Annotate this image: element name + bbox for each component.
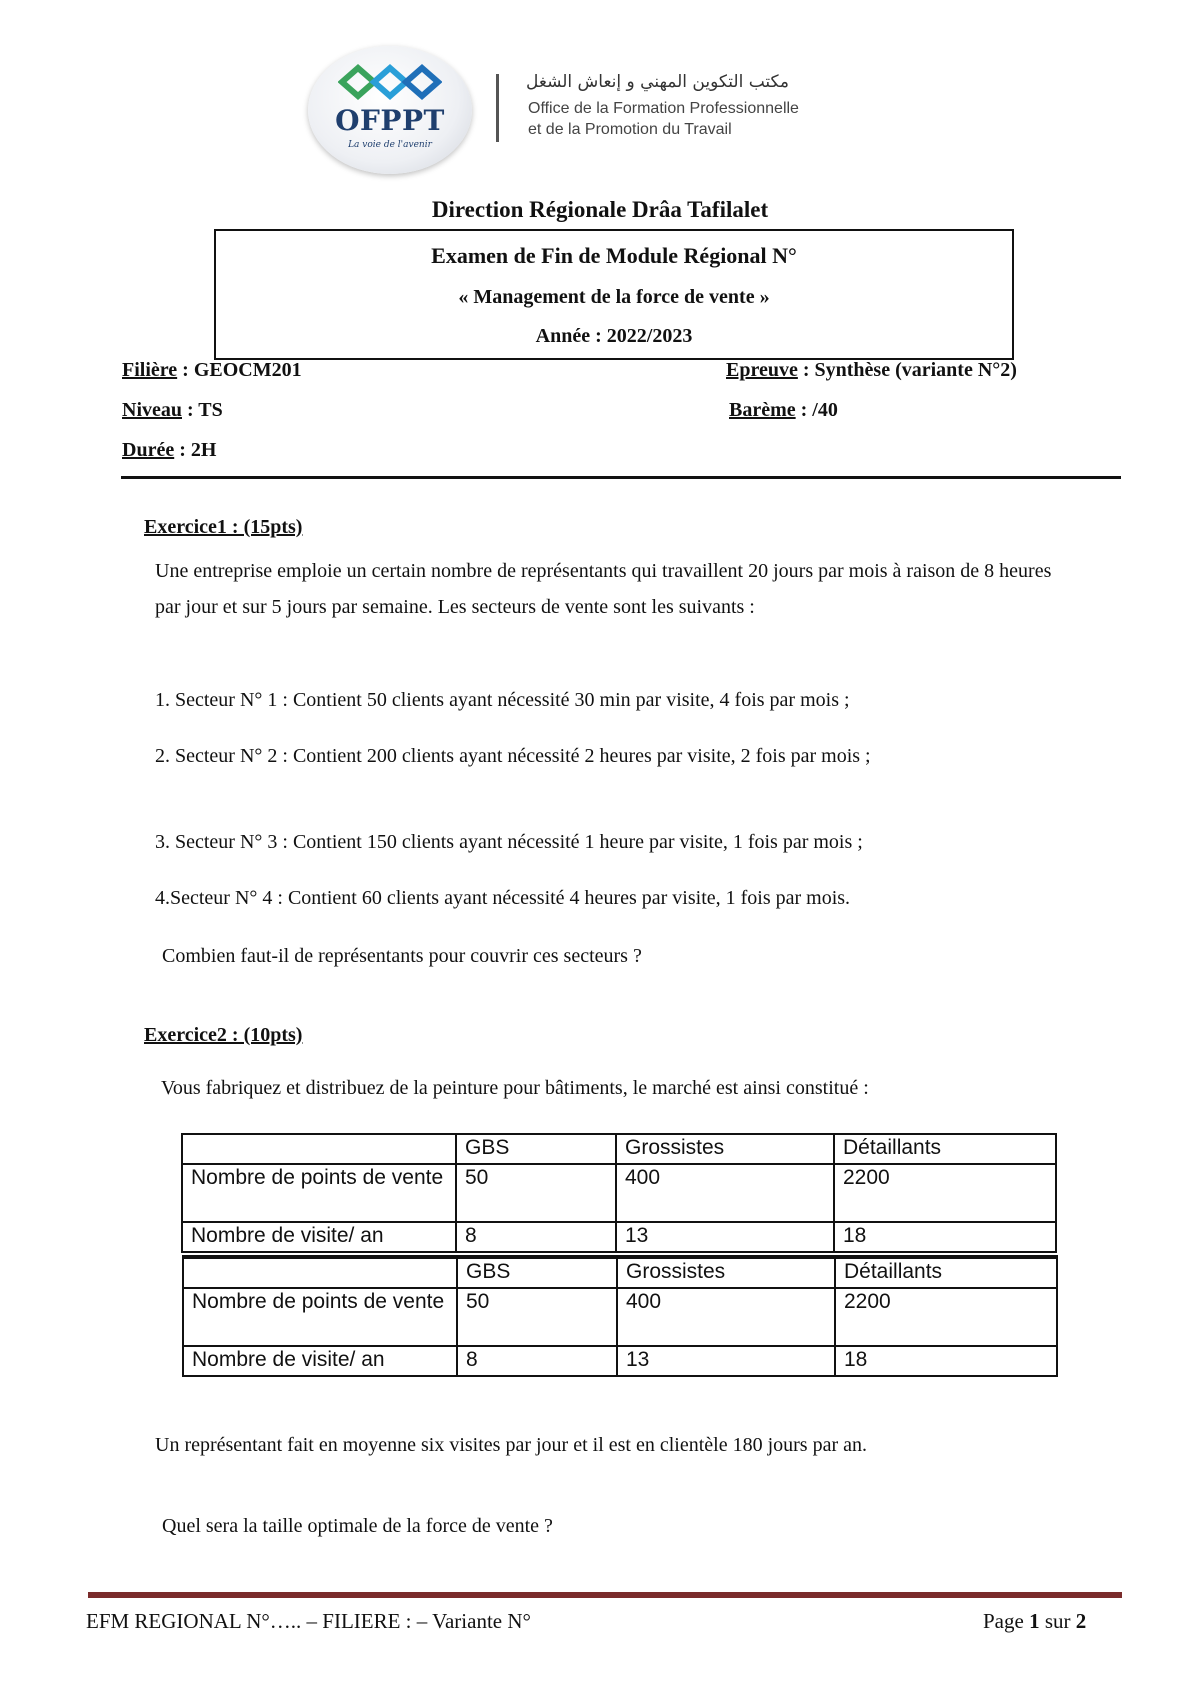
exercice2-question: Quel sera la taille optimale de la force de vente ? — [162, 1515, 553, 1537]
meta-bareme-value: : /40 — [795, 399, 838, 421]
org-name-line1: Office de la Formation Professionnelle — [528, 100, 799, 117]
meta-epreuve-label: Epreuve — [726, 359, 798, 381]
table-cell: 2200 — [835, 1288, 1057, 1346]
page-mid: sur — [1039, 1609, 1076, 1633]
meta-niveau-label: Niveau — [122, 399, 182, 421]
market-table-2 — [182, 1255, 1058, 1377]
table-header-cell: Détaillants — [835, 1257, 1057, 1288]
page-prefix: Page — [983, 1609, 1030, 1633]
org-name-arabic: مكتب التكوين المهني و إنعاش الشغل — [526, 72, 790, 92]
table-header-cell: Détaillants — [834, 1134, 1056, 1164]
meta-niveau-value: : TS — [182, 399, 223, 421]
table-cell: 18 — [834, 1222, 1056, 1252]
table-cell: 8 — [456, 1222, 616, 1252]
table-row — [183, 1288, 1057, 1346]
table-row — [183, 1346, 1057, 1376]
exam-year: Année : 2022/2023 — [535, 325, 693, 347]
logo-tagline: La voie de l'avenir — [348, 140, 432, 150]
exercice1-question: Combien faut-il de représentants pour couvrir ces secteurs ? — [162, 945, 642, 967]
meta-filiere-value: : GEOCM201 — [177, 359, 302, 381]
table-cell: 400 — [616, 1164, 834, 1222]
table-cell: 13 — [616, 1222, 834, 1252]
meta-epreuve — [726, 359, 1017, 382]
exam-title: Examen de Fin de Module Régional N° — [431, 243, 797, 268]
exercice2-title: Exercice2 : (10pts) — [144, 1024, 303, 1046]
table-header-cell: GBS — [456, 1134, 616, 1164]
table-header-cell — [183, 1257, 457, 1288]
exercice2-paragraph: Un représentant fait en moyenne six visites par jour et il est en clientèle 180 jours par an. — [155, 1434, 868, 1456]
table-cell: Nombre de points de vente — [183, 1288, 457, 1346]
meta-duree — [122, 439, 216, 462]
exercice1-intro: Une entreprise emploie un certain nombre de représentants qui travaillent 20 jours par mois à raison de 8 heures par jour et sur 5 jours par semaine. Les secteurs de vente sont les suivants : — [155, 560, 1052, 618]
page-indicator — [983, 1609, 1086, 1634]
sector-item-3: 3. Secteur N° 3 : Contient 150 clients ayant nécessité 1 heure par visite, 1 fois par mois ; — [155, 831, 863, 853]
table-cell: Nombre de points de vente — [182, 1164, 456, 1222]
market-table-1 — [181, 1133, 1057, 1253]
header-divider — [121, 476, 1121, 479]
meta-filiere — [122, 359, 302, 382]
table-header-cell: Grossistes — [617, 1257, 835, 1288]
org-name-line2: et de la Promotion du Travail — [528, 121, 732, 138]
table-header-cell — [182, 1134, 456, 1164]
table-cell: 400 — [617, 1288, 835, 1346]
exercice1-title: Exercice1 : (15pts) — [144, 516, 303, 538]
footer-divider — [88, 1592, 1122, 1598]
table-header-row — [182, 1134, 1056, 1164]
sector-item-4: 4.Secteur N° 4 : Contient 60 clients ayant nécessité 4 heures par visite, 1 fois par mois. — [155, 887, 851, 909]
meta-duree-value: : 2H — [174, 439, 217, 461]
table-row — [182, 1222, 1056, 1252]
meta-epreuve-value: : Synthèse (variante N°2) — [797, 359, 1017, 381]
page-total: 2 — [1075, 1609, 1087, 1633]
table-cell: Nombre de visite/ an — [183, 1346, 457, 1376]
exercice2-intro: Vous fabriquez et distribuez de la peinture pour bâtiments, le marché est ainsi constitué : — [161, 1077, 869, 1099]
sector-item-2: 2. Secteur N° 2 : Contient 200 clients ayant nécessité 2 heures par visite, 2 fois par mois ; — [155, 745, 871, 767]
footer-left-text: EFM REGIONAL N°….. – FILIERE : – Variante N° — [86, 1609, 531, 1633]
meta-duree-label: Durée — [122, 439, 175, 461]
meta-filiere-label: Filière — [122, 359, 178, 381]
table-row — [182, 1164, 1056, 1222]
table-cell: 18 — [835, 1346, 1057, 1376]
direction-title: Direction Régionale Drâa Tafilalet — [431, 197, 769, 222]
meta-bareme — [729, 399, 838, 422]
exam-title-box — [214, 229, 1014, 360]
table-header-row — [183, 1257, 1057, 1288]
exam-subject: « Management de la force de vente » — [458, 286, 770, 308]
table-cell: 8 — [457, 1346, 617, 1376]
table-cell: 13 — [617, 1346, 835, 1376]
logo-name: OFPPT — [335, 104, 445, 137]
page-current: 1 — [1029, 1609, 1040, 1633]
ofppt-chain-icon — [338, 62, 442, 102]
sector-item-1: 1. Secteur N° 1 : Contient 50 clients ayant nécessité 30 min par visite, 4 fois par mois ; — [155, 689, 850, 711]
table-header-cell: Grossistes — [616, 1134, 834, 1164]
table-header-cell: GBS — [457, 1257, 617, 1288]
table-cell: 2200 — [834, 1164, 1056, 1222]
meta-niveau — [122, 399, 223, 422]
logo-divider — [496, 74, 499, 142]
table-cell: 50 — [457, 1288, 617, 1346]
ofppt-logo — [308, 46, 472, 174]
table-cell: 50 — [456, 1164, 616, 1222]
meta-bareme-label: Barème — [729, 399, 796, 421]
table-cell: Nombre de visite/ an — [182, 1222, 456, 1252]
